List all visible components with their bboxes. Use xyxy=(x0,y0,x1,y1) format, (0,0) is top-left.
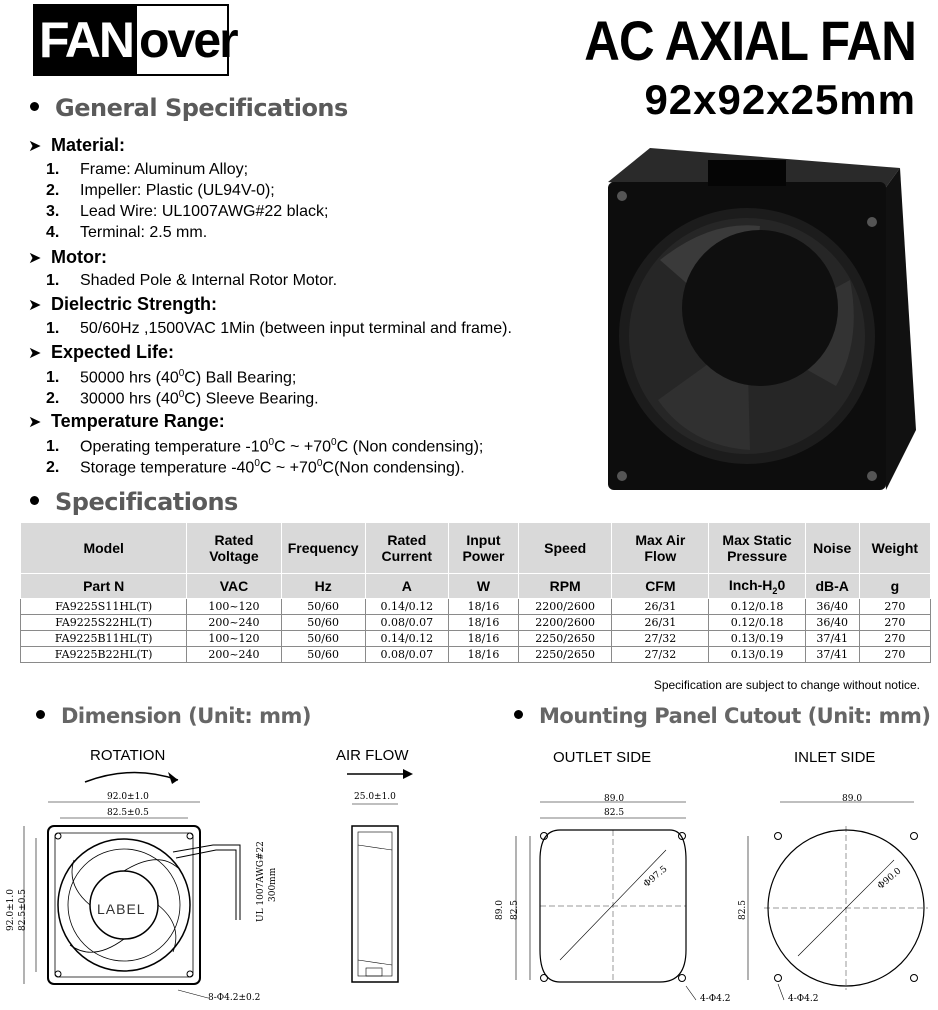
table-row xyxy=(21,599,931,615)
rotation-arrow-icon xyxy=(80,766,190,786)
unit-cell: Hz xyxy=(281,574,365,599)
table-cell: 270 xyxy=(859,615,930,631)
dim-width-inner: 82.5±0.5 xyxy=(107,808,149,818)
specifications-heading: Specifications xyxy=(30,488,238,516)
table-cell: 37/41 xyxy=(805,631,859,647)
logo-fan-text: FAN xyxy=(35,6,137,74)
brand-logo xyxy=(33,4,237,76)
col-model: Model xyxy=(21,523,187,574)
outlet-side-label: OUTLET SIDE xyxy=(553,749,652,766)
table-cell: FA9225B11HL(T) xyxy=(21,631,187,647)
unit-row xyxy=(21,574,931,599)
unit-cell: Inch-$H_20$ xyxy=(709,574,805,599)
bullet-icon xyxy=(36,710,45,719)
unit-cell: CFM xyxy=(612,574,709,599)
material-title: ➤ Material: xyxy=(28,135,126,155)
table-row xyxy=(21,647,931,663)
inlet-hole-spec: 4-Φ4.2 xyxy=(788,994,819,1004)
unit-cell: VAC xyxy=(187,574,281,599)
logo-over-text: over xyxy=(139,12,237,68)
motor-title: ➤ Motor: xyxy=(28,247,107,267)
spec-table xyxy=(20,522,931,663)
unit-cell: RPM xyxy=(519,574,612,599)
table-cell: 26/31 xyxy=(612,615,709,631)
unit-cell: A xyxy=(365,574,448,599)
table-cell: 0.12/0.18 xyxy=(709,599,805,615)
spec-note: Specification are subject to change without notice. xyxy=(653,678,920,692)
bullet-icon xyxy=(514,710,523,719)
table-cell: 200~240 xyxy=(187,647,281,663)
table-row xyxy=(21,631,931,647)
table-cell: 2200/2600 xyxy=(519,599,612,615)
list-item: 1. 50/60Hz ,1500VAC 1Min (between input terminal and frame). xyxy=(46,320,512,337)
fan-label-text: LABEL xyxy=(97,901,146,917)
table-cell: 50/60 xyxy=(281,647,365,663)
list-item: 2. Storage temperature $-40^0C$ ~ $+70^0C(Non$ condensing). xyxy=(46,458,465,477)
table-cell: 36/40 xyxy=(805,599,859,615)
fan-photo xyxy=(600,130,920,510)
list-item: 2. Impeller: Plastic (UL94V-0); xyxy=(46,182,275,199)
col-speed: Speed xyxy=(519,523,612,574)
col-pressure: Max Static Pressure xyxy=(709,523,805,574)
col-current: Rated Current xyxy=(365,523,448,574)
table-cell: 27/32 xyxy=(612,647,709,663)
side-view-drawing xyxy=(340,790,410,990)
outlet-width: 89.0 xyxy=(604,794,625,804)
table-cell: 0.14/0.12 xyxy=(365,631,448,647)
table-cell: 50/60 xyxy=(281,599,365,615)
table-cell: 0.12/0.18 xyxy=(709,615,805,631)
list-item: 4. Terminal: 2.5 mm. xyxy=(46,224,208,241)
arrow-icon: ➤ xyxy=(28,345,42,362)
table-cell: 270 xyxy=(859,631,930,647)
col-weight: Weight xyxy=(859,523,930,574)
unit-cell: g xyxy=(859,574,930,599)
table-cell: 100~120 xyxy=(187,599,281,615)
table-cell: 18/16 xyxy=(448,615,518,631)
table-cell: 270 xyxy=(859,599,930,615)
rotation-label: ROTATION xyxy=(90,747,166,764)
col-power: Input Power xyxy=(448,523,518,574)
table-cell: FA9225S22HL(T) xyxy=(21,615,187,631)
table-cell: 200~240 xyxy=(187,615,281,631)
outlet-hole-spec: 4-Φ4.2 xyxy=(700,994,731,1004)
table-cell: 0.14/0.12 xyxy=(365,599,448,615)
table-cell: 36/40 xyxy=(805,615,859,631)
dim-width-outer: 92.0±1.0 xyxy=(107,792,149,802)
list-item: 3. Lead Wire: UL1007AWG#22 black; xyxy=(46,203,329,220)
arrow-icon: ➤ xyxy=(28,138,42,155)
airflow-arrow-icon xyxy=(345,768,415,780)
inlet-diameter: Φ90.0 xyxy=(875,866,904,892)
airflow-label: AIR FLOW xyxy=(336,747,409,764)
col-frequency: Frequency xyxy=(281,523,365,574)
bullet-icon xyxy=(30,496,39,505)
table-cell: FA9225S11HL(T) xyxy=(21,599,187,615)
table-cell: 2200/2600 xyxy=(519,615,612,631)
list-item: 1. Frame: Aluminum Alloy; xyxy=(46,161,249,178)
arrow-icon: ➤ xyxy=(28,414,42,431)
dim-height-inner: 82.5±0.5 xyxy=(17,889,28,931)
table-cell: 0.08/0.07 xyxy=(365,615,448,631)
table-row xyxy=(21,615,931,631)
table-cell: 0.13/0.19 xyxy=(709,647,805,663)
outlet-diameter: Φ97.5 xyxy=(641,864,670,890)
arrow-icon: ➤ xyxy=(28,297,42,314)
inlet-side-label: INLET SIDE xyxy=(794,749,876,766)
col-noise: Noise xyxy=(805,523,859,574)
expected-life-title: ➤ Expected Life: xyxy=(28,342,175,362)
table-cell: 26/31 xyxy=(612,599,709,615)
inlet-height: 82.5 xyxy=(738,899,749,921)
temperature-title: ➤ Temperature Range: xyxy=(28,411,225,431)
table-cell: FA9225B22HL(T) xyxy=(21,647,187,663)
hole-spec: 8-Φ4.2±0.2 xyxy=(208,993,261,1003)
inlet-width: 89.0 xyxy=(842,794,863,804)
table-cell: 0.13/0.19 xyxy=(709,631,805,647)
col-airflow: Max Air Flow xyxy=(612,523,709,574)
list-item: 1. Operating temperature $-10^0C$ ~ $+70^0C$ (Non condensing); xyxy=(46,437,484,456)
table-cell: 100~120 xyxy=(187,631,281,647)
table-cell: 27/32 xyxy=(612,631,709,647)
general-specs-heading: General Specifications xyxy=(30,94,348,122)
unit-cell: W xyxy=(448,574,518,599)
dielectric-title: ➤ Dielectric Strength: xyxy=(28,294,218,314)
bullet-icon xyxy=(30,102,39,111)
outlet-hole-spacing-v: 82.5 xyxy=(510,899,521,921)
table-cell: 0.08/0.07 xyxy=(365,647,448,663)
page-title: AC AXIAL FAN xyxy=(584,9,916,72)
unit-cell: Part N xyxy=(21,574,187,599)
table-cell: 37/41 xyxy=(805,647,859,663)
dimension-heading: Dimension (Unit: mm) xyxy=(36,704,311,728)
list-item: 1. 50000 hrs $(40^0C)$ Ball Bearing; xyxy=(46,368,297,387)
list-item: 2. 30000 hrs $(40^0C)$ Sleeve Bearing. xyxy=(46,389,319,408)
fan-size: 92x92x25mm xyxy=(644,76,916,123)
dim-depth: 25.0±1.0 xyxy=(354,792,396,802)
table-cell: 18/16 xyxy=(448,631,518,647)
table-cell: 50/60 xyxy=(281,615,365,631)
table-cell: 2250/2650 xyxy=(519,631,612,647)
col-voltage: Rated Voltage xyxy=(187,523,281,574)
table-cell: 270 xyxy=(859,647,930,663)
arrow-icon: ➤ xyxy=(28,250,42,267)
header-row xyxy=(21,523,931,574)
table-cell: 18/16 xyxy=(448,599,518,615)
outlet-height: 89.0 xyxy=(495,899,506,921)
outlet-hole-spacing: 82.5 xyxy=(604,808,625,818)
mounting-heading: Mounting Panel Cutout (Unit: mm) xyxy=(514,704,931,728)
table-cell: 18/16 xyxy=(448,647,518,663)
list-item: 1. Shaded Pole & Internal Rotor Motor. xyxy=(46,272,338,289)
dim-height-outer: 92.0±1.0 xyxy=(5,889,16,931)
unit-cell: dB-A xyxy=(805,574,859,599)
table-cell: 2250/2650 xyxy=(519,647,612,663)
panel-cutout-drawing xyxy=(490,790,938,1010)
table-cell: 50/60 xyxy=(281,631,365,647)
